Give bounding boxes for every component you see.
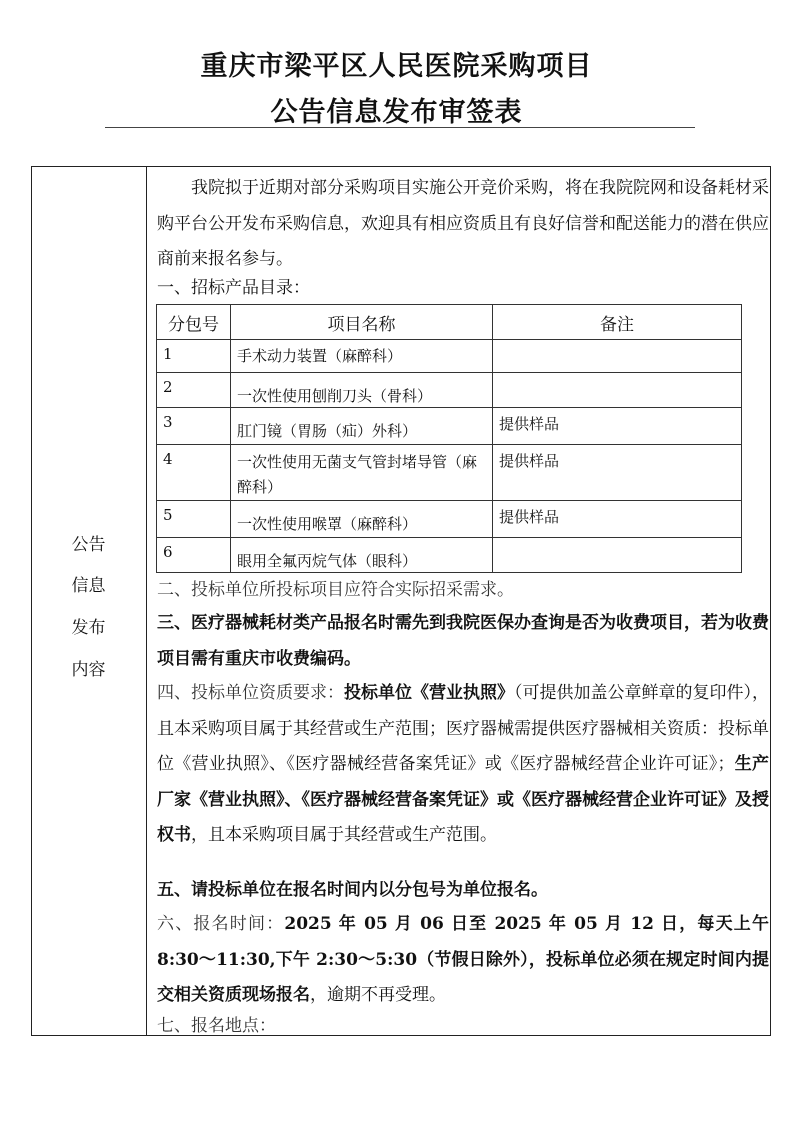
- cell-project-name: 手术动力装置（麻醉科）: [231, 340, 493, 373]
- cell-project-name: 一次性使用喉罩（麻醉科）: [231, 501, 493, 538]
- section5-text: 五、请投标单位在报名时间内以分包号为单位报名。: [157, 880, 548, 900]
- table-row: [157, 408, 742, 445]
- cell-project-name: 一次性使用刨削刀头（骨科）: [231, 373, 493, 408]
- title-underline: [105, 127, 695, 128]
- left-label-line4: 内容: [71, 660, 106, 680]
- product-table: [156, 304, 742, 573]
- col-header-note: 备注: [493, 305, 742, 340]
- left-label-line2: 信息: [71, 576, 106, 596]
- cell-package-no: 5: [157, 501, 231, 538]
- section4-body: （可提供加盖公章鲜章的复印件），且本采购项目属于其经营或生产范围；医疗器械需提供医疗器械相关资质：投标单位《营业执照》、《医疗器械经营备案凭证》或《医疗器械经营企业许可证》；: [157, 683, 769, 774]
- cell-note: [493, 373, 742, 408]
- col-header-project-name: 项目名称: [231, 305, 493, 340]
- section4-text: [157, 676, 769, 854]
- section4-bold-manufacturer: 生产厂家《营业执照》、《医疗器械经营备案凭证》或《医疗器械经营企业许可证》及授权书: [157, 754, 770, 845]
- table-row: [157, 445, 742, 501]
- section3-text: 三、医疗器械耗材类产品报名时需先到我院医保办查询是否为收费项目，若为收费项目需有重庆市收费编码。: [157, 613, 769, 669]
- cell-project-name: 一次性使用无菌支气管封堵导管（麻醉科）: [231, 445, 493, 501]
- intro-paragraph: 我院拟于近期对部分采购项目实施公开竞价采购，将在我院院网和设备耗材采购平台公开发布采购信息，欢迎具有相应资质且有良好信誉和配送能力的潜在供应商前来报名参与。: [157, 178, 769, 269]
- document-title-line2: 公告信息发布审签表: [270, 97, 523, 128]
- table-row: [157, 538, 742, 573]
- section6-tail: ，逾期不再受理。: [310, 985, 446, 1005]
- section4-label: 四、投标单位资质要求：: [157, 683, 344, 703]
- table-row: [157, 501, 742, 538]
- cell-project-name: 眼用全氟丙烷气体（眼科）: [231, 538, 493, 573]
- cell-package-no: 3: [157, 408, 231, 445]
- cell-note: [493, 538, 742, 573]
- col-header-package-no: 分包号: [157, 305, 231, 340]
- table-row: [157, 340, 742, 373]
- cell-note: [493, 340, 742, 373]
- section7-text: 七、报名地点：: [157, 1016, 276, 1036]
- section1-heading: 一、招标产品目录：: [157, 278, 310, 298]
- form-column-divider: [146, 166, 147, 1036]
- cell-package-no: 2: [157, 373, 231, 408]
- cell-package-no: 4: [157, 445, 231, 501]
- cell-package-no: 1: [157, 340, 231, 373]
- document-title-line1: 重庆市梁平区人民医院采购项目: [200, 51, 593, 82]
- table-header-row: [157, 305, 742, 340]
- section2-text: 二、投标单位所投标项目应符合实际招采需求。: [157, 580, 514, 600]
- section6-text: [157, 907, 769, 1014]
- section4-tail: ，且本采购项目属于其经营或生产范围。: [191, 825, 497, 845]
- left-label-line1: 公告: [71, 535, 106, 555]
- cell-note: 提供样品: [493, 408, 742, 445]
- section4-bold-license: 投标单位《营业执照》: [344, 683, 514, 703]
- section6-time: 2025 年 05 月 06 日至 2025 年 05 月 12 日，每天上午 8:30～11:30,下午 2:30～5:30（节假日除外），投标单位必须在规定时间内提交相关资质现场报名: [157, 914, 769, 1005]
- cell-note: 提供样品: [493, 445, 742, 501]
- left-label-line3: 发布: [71, 618, 106, 638]
- cell-note: 提供样品: [493, 501, 742, 538]
- cell-package-no: 6: [157, 538, 231, 573]
- table-row: [157, 373, 742, 408]
- section6-label: 六、报名时间：: [157, 914, 285, 934]
- cell-project-name: 肛门镜（胃肠（疝）外科）: [231, 408, 493, 445]
